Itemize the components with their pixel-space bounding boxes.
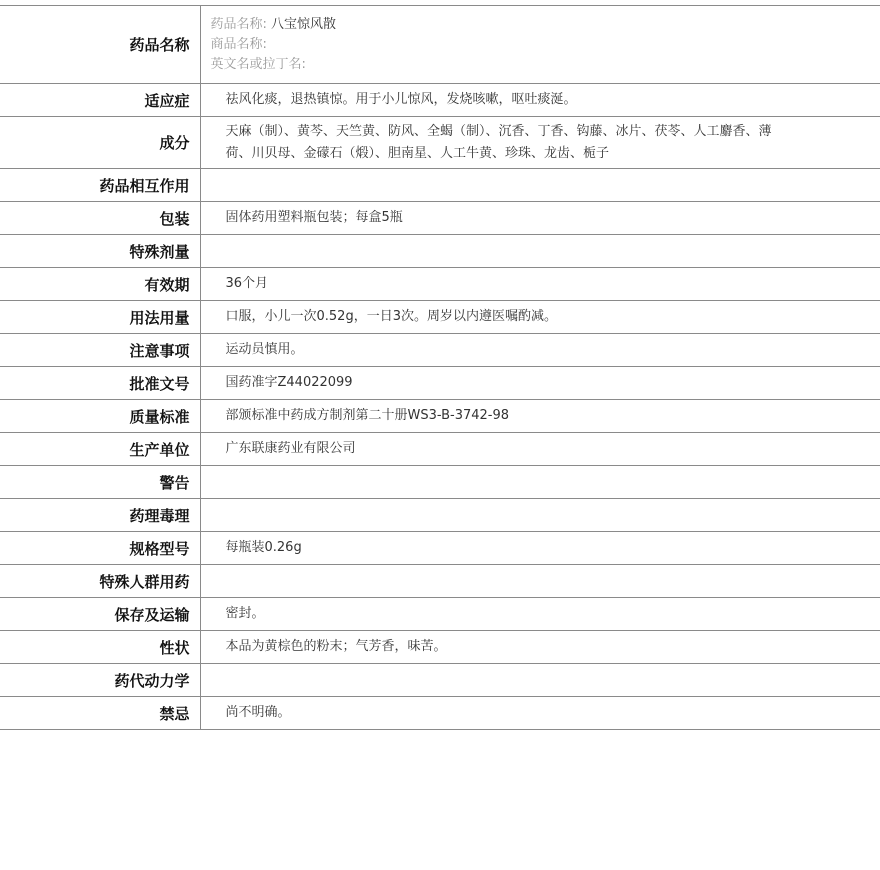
contraindications-row bbox=[0, 697, 880, 730]
manufacturer-value: 广东联康药业有限公司 bbox=[200, 433, 880, 466]
special-dosage-label: 特殊剂量 bbox=[0, 235, 200, 268]
drug-name-row bbox=[0, 6, 880, 84]
ingredients-label: 成分 bbox=[0, 117, 200, 169]
pharmacokinetics-row bbox=[0, 664, 880, 697]
drug-name-label: 药品名称 bbox=[0, 6, 200, 84]
special-dosage-row bbox=[0, 235, 880, 268]
special-dosage-value bbox=[200, 235, 880, 268]
special-populations-row bbox=[0, 565, 880, 598]
storage-transport-row bbox=[0, 598, 880, 631]
storage-transport-value: 密封。 bbox=[200, 598, 880, 631]
approval-number-label: 批准文号 bbox=[0, 367, 200, 400]
quality-standard-label: 质量标准 bbox=[0, 400, 200, 433]
specification-row bbox=[0, 532, 880, 565]
ingredients-row bbox=[0, 117, 880, 169]
usage-dosage-label: 用法用量 bbox=[0, 301, 200, 334]
english-name-key: 英文名或拉丁名: bbox=[210, 56, 306, 72]
warning-row bbox=[0, 466, 880, 499]
manufacturer-label: 生产单位 bbox=[0, 433, 200, 466]
trade-name-key: 商品名称: bbox=[210, 36, 267, 52]
contraindications-value: 尚不明确。 bbox=[200, 697, 880, 730]
description-value: 本品为黄棕色的粉末；气芳香，味苦。 bbox=[200, 631, 880, 664]
packaging-row bbox=[0, 202, 880, 235]
warning-value bbox=[200, 466, 880, 499]
shelf-life-label: 有效期 bbox=[0, 268, 200, 301]
quality-standard-value: 部颁标准中药成方制剂第二十册WS3-B-3742-98 bbox=[200, 400, 880, 433]
drug-interactions-label: 药品相互作用 bbox=[0, 169, 200, 202]
indications-row bbox=[0, 84, 880, 117]
pharmacology-toxicology-value bbox=[200, 499, 880, 532]
pharmacokinetics-label: 药代动力学 bbox=[0, 664, 200, 697]
approval-number-row bbox=[0, 367, 880, 400]
approval-number-value: 国药准字Z44022099 bbox=[200, 367, 880, 400]
warning-label: 警告 bbox=[0, 466, 200, 499]
precautions-row bbox=[0, 334, 880, 367]
drug-name-value bbox=[200, 6, 880, 84]
drug-info-table bbox=[0, 5, 880, 730]
english-name-line bbox=[211, 55, 791, 75]
specification-value: 每瓶装0.26g bbox=[200, 532, 880, 565]
generic-name-line bbox=[211, 15, 791, 35]
description-row bbox=[0, 631, 880, 664]
pharmacology-toxicology-row bbox=[0, 499, 880, 532]
precautions-value: 运动员慎用。 bbox=[200, 334, 880, 367]
special-populations-label: 特殊人群用药 bbox=[0, 565, 200, 598]
pharmacology-toxicology-label: 药理毒理 bbox=[0, 499, 200, 532]
storage-transport-label: 保存及运输 bbox=[0, 598, 200, 631]
manufacturer-row bbox=[0, 433, 880, 466]
usage-dosage-row bbox=[0, 301, 880, 334]
description-label: 性状 bbox=[0, 631, 200, 664]
packaging-label: 包装 bbox=[0, 202, 200, 235]
generic-name-key: 药品名称: bbox=[210, 16, 267, 32]
precautions-label: 注意事项 bbox=[0, 334, 200, 367]
drug-interactions-value bbox=[200, 169, 880, 202]
shelf-life-value: 36个月 bbox=[200, 268, 880, 301]
usage-dosage-value: 口服，小儿一次0.52g，一日3次。周岁以内遵医嘱酌减。 bbox=[200, 301, 880, 334]
quality-standard-row bbox=[0, 400, 880, 433]
ingredients-value: 天麻（制）、黄芩、天竺黄、防风、全蝎（制）、沉香、丁香、钩藤、冰片、茯苓、人工麝香、薄荷、川贝母、金礞石（煅）、胆南星、人工牛黄、珍珠、龙齿、栀子 bbox=[200, 117, 880, 169]
indications-label: 适应症 bbox=[0, 84, 200, 117]
generic-name-value: 八宝惊风散 bbox=[271, 16, 337, 32]
pharmacokinetics-value bbox=[200, 664, 880, 697]
specification-label: 规格型号 bbox=[0, 532, 200, 565]
shelf-life-row bbox=[0, 268, 880, 301]
contraindications-label: 禁忌 bbox=[0, 697, 200, 730]
special-populations-value bbox=[200, 565, 880, 598]
trade-name-line bbox=[211, 35, 791, 55]
packaging-value: 固体药用塑料瓶包装；每盒5瓶 bbox=[200, 202, 880, 235]
indications-value: 祛风化痰，退热镇惊。用于小儿惊风，发烧咳嗽，呕吐痰涎。 bbox=[200, 84, 880, 117]
drug-interactions-row bbox=[0, 169, 880, 202]
